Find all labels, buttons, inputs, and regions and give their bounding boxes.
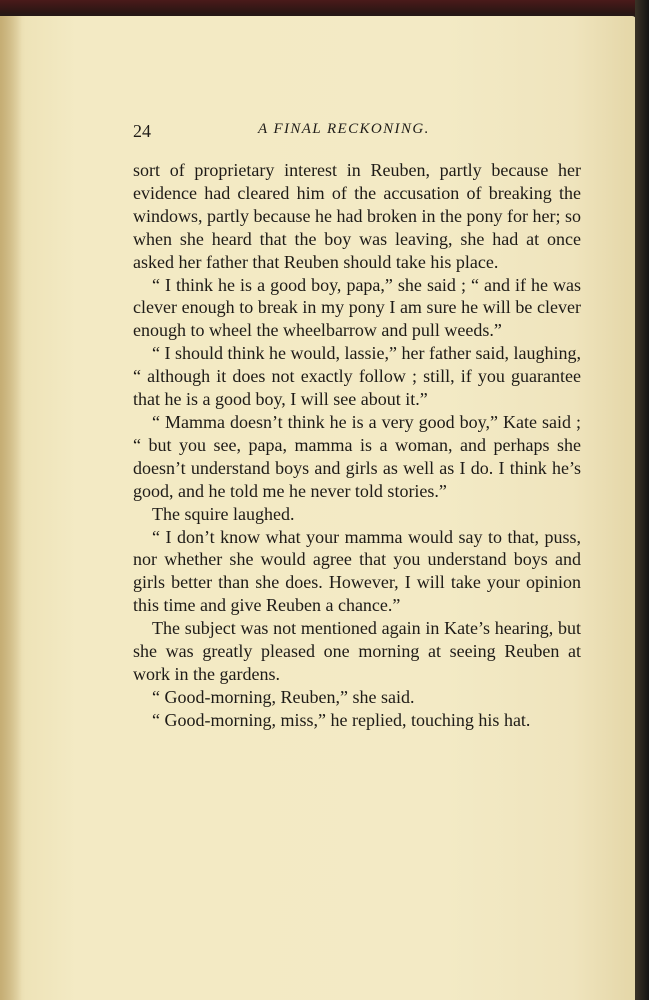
paragraph: “ Mamma doesn’t think he is a very good boy,” Kate said ; “ but you see, papa, mamma is a woman, and perhaps she doesn’t understand boys and girls as well as I do. I think he’s good, and he told me he never told stories.” [133, 411, 581, 501]
book-right-edge [635, 0, 649, 1000]
page-gutter-shadow [0, 16, 22, 1000]
paragraph: sort of proprietary interest in Reuben, partly because her evidence had cleared him of the accusation of breaking the windows, partly because he had broken in the pony for her; so when she heard that the boy was leaving, she had at once asked her father that Reuben should take his place. [133, 160, 581, 272]
paragraph: The subject was not mentioned again in Kate’s hearing, but she was greatly pleased one morning at seeing Reuben at work in the gardens. [133, 618, 581, 684]
paragraph: “ I think he is a good boy, papa,” she said ; “ and if he was clever enough to break in my pony I am sure he will be clever enough to wheel the wheelbarrow and pull weeds.” [133, 274, 581, 341]
running-title: A FINAL RECKONING. [258, 121, 430, 137]
page-number: 24 [133, 121, 151, 141]
paragraph: “ I don’t know what your mamma would say to that, puss, nor whether she would agree that you understand boys and girls better than she does. However, I will take your opinion this time and give Reuben a chance.” [133, 526, 581, 616]
body-text [133, 159, 581, 732]
paragraph: “ Good-morning, Reuben,” she said. [152, 686, 415, 707]
paragraph: “ I should think he would, lassie,” her father said, laughing, “ although it does not exactly follow ; still, if you guarantee that he is a good boy, I will see about it.” [133, 343, 581, 410]
running-head [133, 121, 581, 141]
paragraph: “ Good-morning, miss,” he replied, touching his hat. [152, 709, 531, 730]
paragraph: The squire laughed. [152, 503, 295, 524]
